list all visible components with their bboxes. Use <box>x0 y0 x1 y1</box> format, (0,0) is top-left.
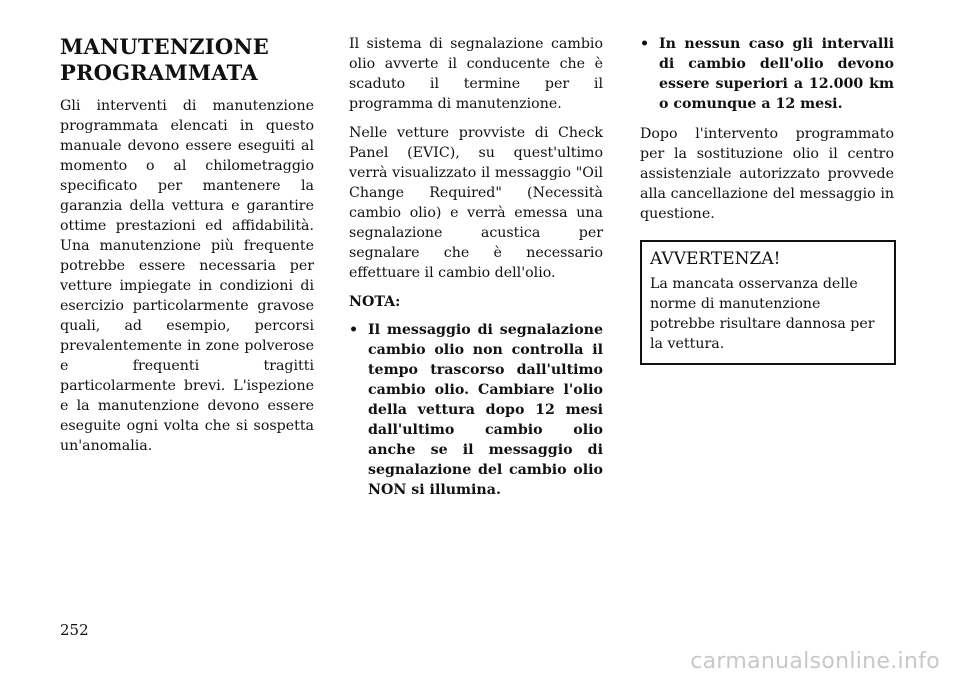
section-title-line1: MANUTENZIONE <box>60 34 269 59</box>
note-bullet-item <box>349 320 603 500</box>
interval-bullet-list <box>640 34 894 114</box>
reset-paragraph: Dopo l'intervento programmato per la sostituzione olio il centro assistenziale autorizzato provvede alla cancellazione del messaggio in questione. <box>640 126 894 222</box>
section-title-line2: PROGRAMMATA <box>60 60 258 85</box>
note-bullet-list <box>349 320 603 500</box>
bullet-icon: • <box>640 36 650 52</box>
evic-paragraph: Nelle vetture provviste di Check Panel (EVIC), su quest'ultimo verrà visualizzato il messaggio "Oil Change Required" (Necessità cambio olio) e verrà emessa una segnalazione acustica per segnalare che è necessario effettuare il cambio dell'olio. <box>349 125 603 281</box>
warning-title: AVVERTENZA! <box>650 249 781 269</box>
note-label: NOTA: <box>349 294 401 310</box>
page-number: 252 <box>60 621 89 639</box>
intro-paragraph: Gli interventi di manutenzione programmata elencati in questo manuale devono essere eseguiti al momento o al chilometraggio specificato per mantenere la garanzia della vettura e garantire ottime prestazioni ed affidabilità. Una manutenzione più frequente potrebbe essere necessaria per vetture impiegate in condizioni di esercizio particolarmente gravose quali, ad esempio, percorsi prevalentemente in zone polverose e frequenti tragitti particolarmente brevi. L'ispezione e la manutenzione devono essere eseguite ogni volta che si sospetta un'anomalia. <box>60 98 314 454</box>
interval-bullet-text: In nessun caso gli intervalli di cambio dell'olio devono essere superiori a 12.000 km o comunque a 12 mesi. <box>659 36 894 112</box>
watermark: carmanualsonline.info <box>690 649 940 674</box>
bullet-icon: • <box>349 322 359 338</box>
interval-bullet-item <box>640 34 894 114</box>
oil-warning-paragraph: Il sistema di segnalazione cambio olio avverte il conducente che è scaduto il termine per il programma di manutenzione. <box>349 36 603 112</box>
warning-text: La mancata osservanza delle norme di manutenzione potrebbe risultare dannosa per la vettura. <box>650 276 875 352</box>
section-title <box>60 34 314 86</box>
column-right <box>640 34 894 365</box>
note-bullet-text: Il messaggio di segnalazione cambio olio non controlla il tempo trascorso dall'ultimo cambio olio. Cambiare l'olio della vettura dopo 12 mesi dall'ultimo cambio olio anche se il messaggio di segnalazione del cambio olio NON si illumina. <box>368 322 603 498</box>
column-left <box>60 34 314 465</box>
column-middle <box>349 34 603 510</box>
warning-box <box>640 240 896 365</box>
